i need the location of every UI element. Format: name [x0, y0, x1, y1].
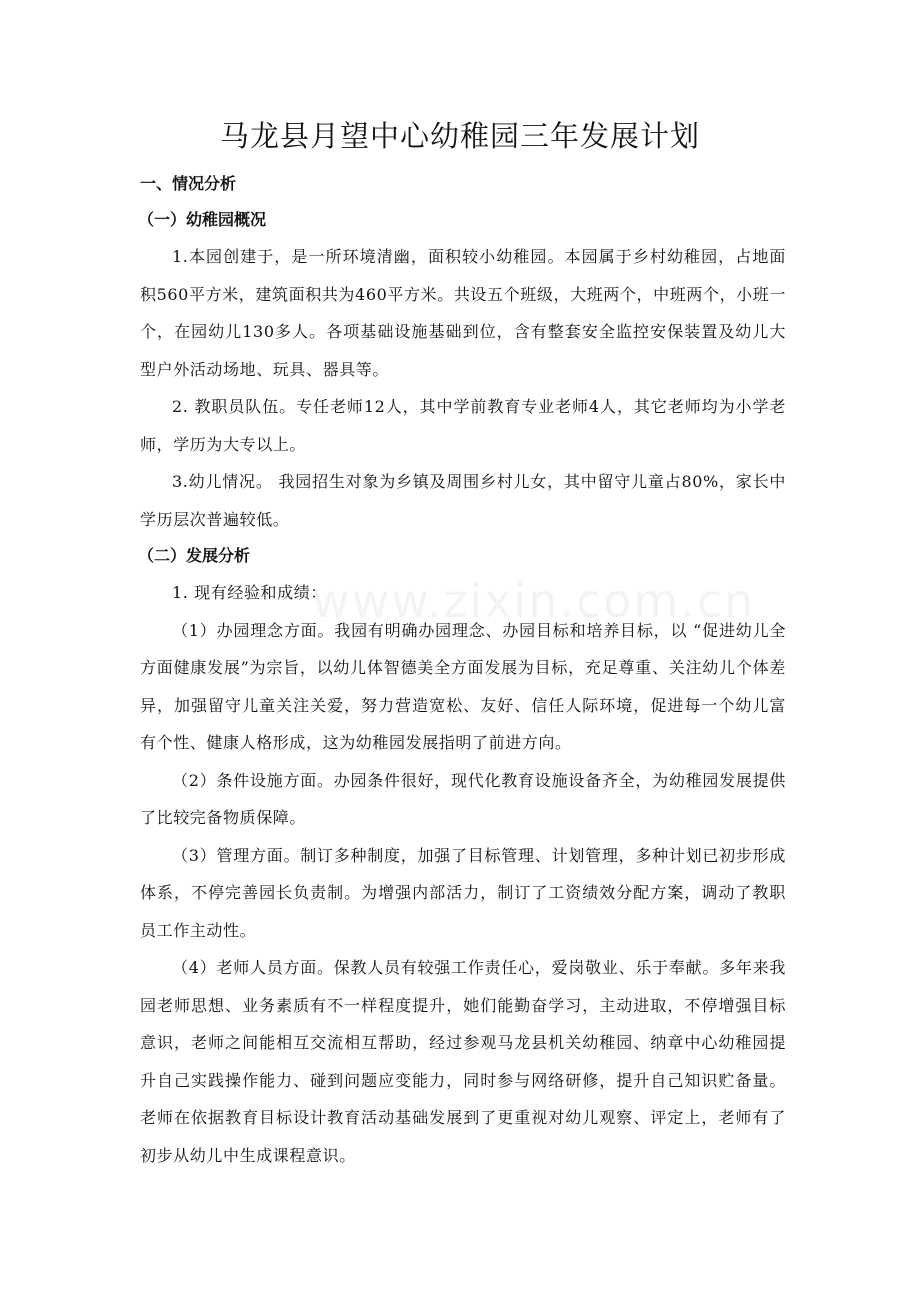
paragraph-management: （3）管理方面。制订多种制度，加强了目标管理、计划管理，多种计划已初步形成体系，不停完善园长负责制。为增强内部活力，制订了工资绩效分配方案，调动了教职员工作主动性。	[140, 845, 786, 940]
document-title: 马龙县月望中心幼稚园三年发展计划	[219, 119, 700, 153]
watermark: www.zixin.com.cn	[312, 574, 756, 628]
section-heading-situation-analysis: 一、情况分析	[140, 174, 237, 193]
paragraph-kindergarten-overview: 1.本园创建于，是一所环境清幽，面积较小幼稚园。本园属于乡村幼稚园，占地面积560平方米，建筑面积共为460平方米。共设五个班级，大班两个，中班两个，小班一个，在园幼儿130多人。各项基础设施基础到位，含有整套安全监控安保装置及幼儿大型户外活动场地、玩具、器具等。	[140, 247, 786, 379]
paragraph-staff: 2. 教职员队伍。专任老师12人，其中学前教育专业老师4人，其它老师均为小学老师，学历为大专以上。	[140, 397, 786, 454]
paragraph-facilities: （2）条件设施方面。办园条件很好，现代化教育设施设备齐全，为幼稚园发展提供了比较完备物质保障。	[140, 770, 786, 827]
subsection-heading-overview: （一）幼稚园概况	[138, 210, 267, 229]
paragraph-experience-heading: 1. 现有经验和成绩：	[172, 583, 327, 602]
paragraph-philosophy: （1）办园理念方面。我园有明确办园理念、办园目标和培养目标，以 “促进幼儿全方面健康发展”为宗旨，以幼儿体智德美全方面发展为目标，充足尊重、关注幼儿个体差异，加强留守儿童关注关爱，努力营造宽松、友好、信任人际环境，促进每一个幼儿富有个性、健康人格形成，这为幼稚园发展指明了前进方向。	[140, 620, 786, 752]
subsection-heading-development-analysis: （二）发展分析	[138, 546, 251, 565]
document-body	[140, 166, 786, 1174]
paragraph-teachers: （4）老师人员方面。保教人员有较强工作责任心，爱岗敬业、乐于奉献。多年来我园老师思想、业务素质有不一样程度提升，她们能勤奋学习，主动进取，不停增强目标意识，老师之间能相互交流相互帮助，经过参观马龙县机关幼稚园、纳章中心幼稚园提升自己实践操作能力、碰到问题应变能力，同时参与网络研修，提升自己知识贮备量。老师在依据教育目标设计教育活动基础发展到了更重视对幼儿观察、评定上，老师有了初步从幼儿中生成课程意识。	[140, 958, 786, 1165]
paragraph-children: 3.幼儿情况。 我园招生对象为乡镇及周围乡村儿女，其中留守儿童占80%，家长中学历层次普遍较低。	[140, 472, 786, 529]
